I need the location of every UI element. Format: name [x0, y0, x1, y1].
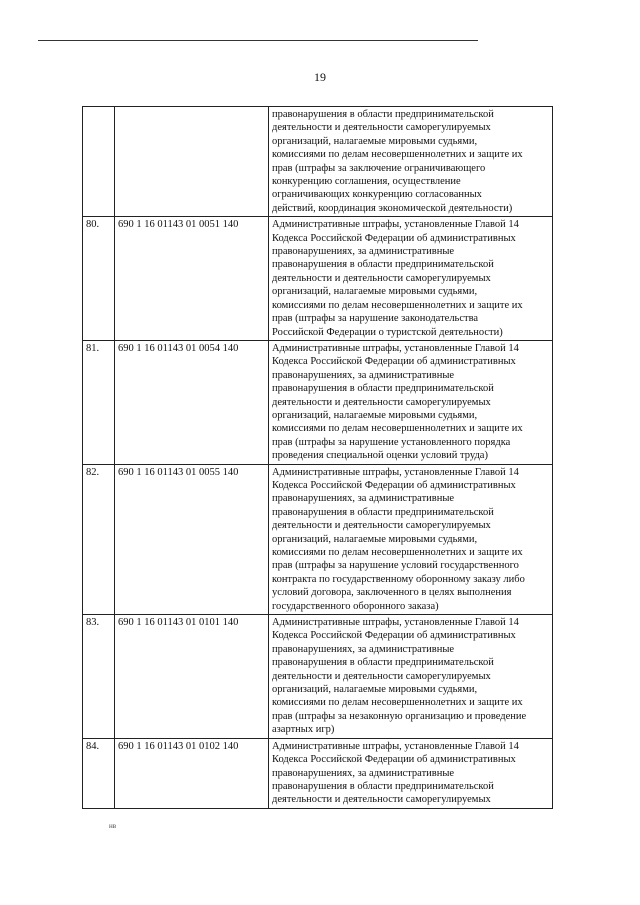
description-line: комиссиями по делам несовершеннолетних и защите их — [272, 697, 523, 709]
description-line: деятельности и деятельности саморегулируемых — [272, 122, 491, 134]
description-line: Кодекса Российской Федерации об административных — [272, 232, 516, 244]
description-line: Кодекса Российской Федерации об административных — [272, 356, 516, 368]
fines-table — [82, 106, 553, 809]
description-line: Кодекса Российской Федерации об административных — [272, 479, 516, 491]
description-line: действий, координация экономической деятельности) — [272, 202, 513, 214]
revenue-description — [269, 464, 553, 614]
description-line: Административные штрафы, установленные Главой 14 — [272, 219, 519, 231]
description-line: правонарушениях, за административные — [272, 369, 455, 381]
description-line: правонарушения в области предпринимательской — [272, 657, 494, 669]
revenue-description — [269, 738, 553, 808]
table-row — [83, 340, 553, 464]
description-line: конкуренцию соглашения, осуществление — [272, 176, 461, 188]
description-line: организаций, налагаемые мировыми судьями, — [272, 409, 478, 421]
description-line: комиссиями по делам несовершеннолетних и защите их — [272, 149, 523, 161]
table-row — [83, 738, 553, 808]
description-line: деятельности и деятельности саморегулируемых — [272, 670, 491, 682]
description-line: контракта по государственному оборонному заказу либо — [272, 573, 525, 585]
description-line: правонарушения в области предпринимательской — [272, 383, 494, 395]
description-line: Кодекса Российской Федерации об административных — [272, 630, 516, 642]
description-line: ограничивающих конкуренцию согласованных — [272, 189, 482, 201]
table-row — [83, 464, 553, 614]
description-line: Кодекса Российской Федерации об административных — [272, 754, 516, 766]
description-line: условий договора, заключенного в целях выполнения — [272, 587, 512, 599]
description-line: Российской Федерации о туристской деятельности) — [272, 326, 503, 338]
description-line: деятельности и деятельности саморегулируемых — [272, 520, 491, 532]
description-line: правонарушениях, за административные — [272, 246, 455, 258]
description-line: правонарушения в области предпринимательской — [272, 506, 494, 518]
description-line: Административные штрафы, установленные Главой 14 — [272, 740, 519, 752]
footer-mark: нв — [109, 822, 117, 830]
description-line: прав (штрафы за нарушение законодательства — [272, 313, 479, 325]
revenue-description — [269, 217, 553, 341]
revenue-description — [269, 615, 553, 739]
budget-classification-code: 690 1 16 01143 01 0051 140 — [115, 217, 269, 341]
description-line: организаций, налагаемые мировыми судьями, — [272, 533, 478, 545]
revenue-description — [269, 107, 553, 217]
description-line: прав (штрафы за заключение ограничивающего — [272, 162, 486, 174]
description-line: организаций, налагаемые мировыми судьями, — [272, 135, 478, 147]
row-number: 82. — [83, 464, 115, 614]
description-line: правонарушения в области предпринимательской — [272, 259, 494, 271]
description-line: правонарушения в области предпринимательской — [272, 109, 494, 120]
description-line: Административные штрафы, установленные Главой 14 — [272, 342, 519, 354]
description-line: прав (штрафы за нарушение условий государственного — [272, 560, 519, 572]
budget-classification-code — [115, 107, 269, 217]
row-number — [83, 107, 115, 217]
description-line: Административные штрафы, установленные Главой 14 — [272, 617, 519, 629]
description-line: комиссиями по делам несовершеннолетних и защите их — [272, 423, 523, 435]
fines-table-body — [83, 107, 553, 809]
row-number: 81. — [83, 340, 115, 464]
description-line: деятельности и деятельности саморегулируемых — [272, 272, 491, 284]
row-number: 80. — [83, 217, 115, 341]
description-line: Административные штрафы, установленные Главой 14 — [272, 466, 519, 478]
description-line: правонарушениях, за административные — [272, 643, 455, 655]
page-number: 19 — [314, 70, 326, 84]
budget-classification-code: 690 1 16 01143 01 0055 140 — [115, 464, 269, 614]
description-line: прав (штрафы за незаконную организацию и проведение — [272, 710, 527, 722]
description-line: азартных игр) — [272, 724, 335, 736]
description-line: государственного оборонного заказа) — [272, 600, 439, 612]
budget-classification-code: 690 1 16 01143 01 0101 140 — [115, 615, 269, 739]
description-line: проведения специальной оценки условий труда) — [272, 450, 488, 462]
revenue-description — [269, 340, 553, 464]
table-row — [83, 615, 553, 739]
description-line: правонарушения в области предпринимательской — [272, 780, 494, 792]
description-line: правонарушениях, за административные — [272, 767, 455, 779]
description-line: организаций, налагаемые мировыми судьями, — [272, 286, 478, 298]
description-line: прав (штрафы за нарушение установленного порядка — [272, 436, 511, 448]
row-number: 83. — [83, 615, 115, 739]
description-line: организаций, налагаемые мировыми судьями, — [272, 684, 478, 696]
header-rule — [38, 40, 478, 41]
table-row — [83, 217, 553, 341]
description-line: деятельности и деятельности саморегулируемых — [272, 794, 491, 806]
table-row — [83, 107, 553, 217]
budget-classification-code: 690 1 16 01143 01 0054 140 — [115, 340, 269, 464]
description-line: комиссиями по делам несовершеннолетних и защите их — [272, 299, 523, 311]
description-line: деятельности и деятельности саморегулируемых — [272, 396, 491, 408]
description-line: комиссиями по делам несовершеннолетних и защите их — [272, 547, 523, 558]
row-number: 84. — [83, 738, 115, 808]
budget-classification-code: 690 1 16 01143 01 0102 140 — [115, 738, 269, 808]
description-line: правонарушениях, за административные — [272, 493, 455, 505]
